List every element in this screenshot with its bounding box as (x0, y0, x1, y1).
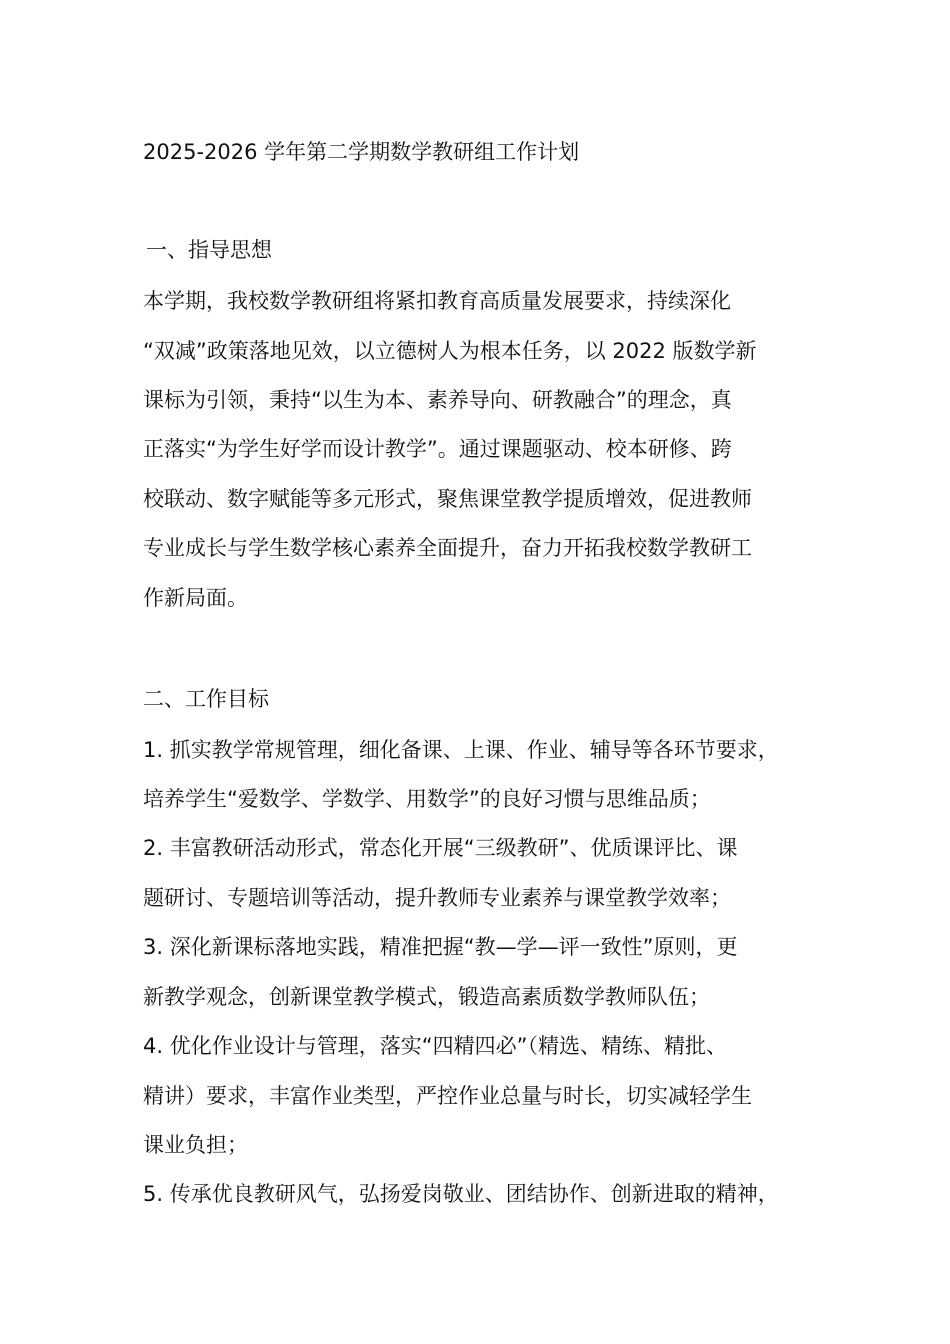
list-item-line: 课业负担； (143, 1133, 248, 1157)
list-item-line: 4. 优化作业设计与管理，落实“四精四必”（精选、精练、精批、 (143, 1034, 727, 1058)
list-item-line: 2. 丰富教研活动形式，常态化开展“三级教研”、优质课评比、课 (143, 836, 738, 860)
list-item-line: 3. 深化新课标落地实践，精准把握“教—学—评一致性”原则，更 (143, 935, 738, 959)
list-item-line: 精讲）要求，丰富作业类型，严控作业总量与时长，切实减轻学生 (143, 1084, 752, 1108)
list-item-line: 5. 传承优良教研风气，弘扬爱岗敬业、团结协作、创新进取的精神， (143, 1182, 779, 1206)
list-item-line: 培养学生“爱数学、学数学、用数学”的良好习惯与思维品质； (143, 787, 711, 811)
section-heading-guiding-ideology: 一、指导思想 (146, 238, 272, 262)
paragraph-line: 校联动、数字赋能等多元形式，聚焦课堂教学提质增效，促进教师 (143, 487, 752, 511)
list-item-line: 1. 抓实教学常规管理，细化备课、上课、作业、辅导等各环节要求， (143, 738, 779, 762)
list-item-line: 新教学观念，创新课堂教学模式，锻造高素质数学教师队伍； (143, 985, 710, 1009)
paragraph-line: 本学期，我校数学教研组将紧扣教育高质量发展要求，持续深化 (143, 289, 731, 313)
paragraph-line: 课标为引领，秉持“以生为本、素养导向、研教融合”的理念，真 (143, 388, 732, 412)
paragraph-line: 正落实“为学生好学而设计教学”。通过课题驱动、校本研修、跨 (143, 437, 732, 461)
paragraph-line: 作新局面。 (143, 586, 248, 610)
paragraph-line: “双减”政策落地见效，以立德树人为根本任务，以 2022 版数学新 (143, 339, 757, 363)
list-item-line: 题研讨、专题培训等活动，提升教师专业素养与课堂教学效率； (143, 886, 731, 910)
section-heading-work-goals: 二、工作目标 (143, 687, 269, 711)
paragraph-line: 专业成长与学生数学核心素养全面提升，奋力开拓我校数学教研工 (143, 536, 752, 560)
document-title: 2025-2026 学年第二学期数学教研组工作计划 (143, 140, 580, 164)
